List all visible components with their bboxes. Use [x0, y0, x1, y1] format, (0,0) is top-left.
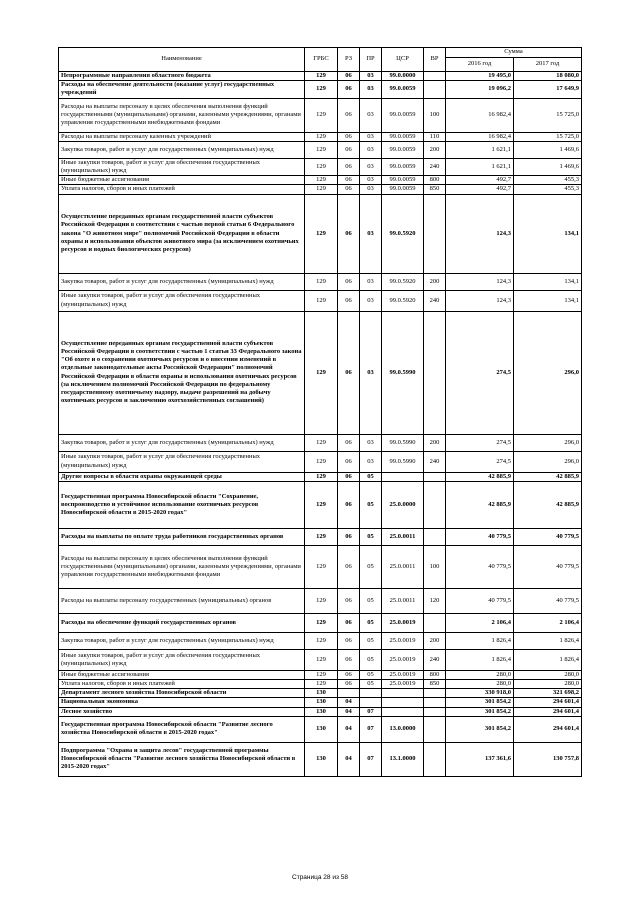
cell-grbs: 129	[305, 481, 338, 528]
cell-rz: 06	[338, 481, 360, 528]
cell-name: Государственная программа Новосибирской области "Сохранение, воспроизводство и устойчивое использование охотничьих ресурсов Новосибирской области в 2015-2020 годах"	[59, 481, 305, 528]
cell-name: Иные бюджетные ассигнования	[59, 670, 305, 679]
table-row	[59, 141, 582, 158]
cell-grbs: 129	[305, 670, 338, 679]
cell-rz: 04	[338, 707, 360, 716]
table-row	[59, 481, 582, 528]
cell-csr	[382, 689, 424, 698]
cell-pr: 05	[360, 545, 382, 588]
cell-grbs: 129	[305, 158, 338, 175]
cell-csr: 99.0.0000	[382, 72, 424, 81]
cell-2016: 274,5	[446, 311, 514, 434]
cell-2017: 40 779,5	[514, 545, 582, 588]
cell-pr	[360, 698, 382, 707]
cell-pr: 03	[360, 185, 382, 194]
cell-rz: 06	[338, 290, 360, 311]
cell-2016: 2 106,4	[446, 613, 514, 632]
cell-name: Расходы на выплаты персоналу государственных (муниципальных) органов	[59, 588, 305, 613]
cell-csr: 99.0.5990	[382, 311, 424, 434]
cell-name: Закупка товаров, работ и услуг для государственных (муниципальных) нужд	[59, 434, 305, 451]
cell-rz: 06	[338, 588, 360, 613]
cell-2017: 1 469,6	[514, 158, 582, 175]
cell-name: Закупка товаров, работ и услуг для государственных (муниципальных) нужд	[59, 632, 305, 649]
cell-pr: 03	[360, 141, 382, 158]
cell-2017: 134,1	[514, 273, 582, 290]
cell-2016: 124,3	[446, 194, 514, 273]
cell-grbs: 130	[305, 707, 338, 716]
cell-pr: 03	[360, 434, 382, 451]
cell-2016: 124,3	[446, 273, 514, 290]
cell-name: Уплата налогов, сборов и иных платежей	[59, 185, 305, 194]
table-row	[59, 176, 582, 185]
cell-csr: 99.0.5920	[382, 194, 424, 273]
cell-grbs: 129	[305, 81, 338, 98]
budget-table	[58, 47, 582, 777]
header-year-2017: 2017 год	[514, 58, 582, 72]
table-row	[59, 613, 582, 632]
table-row	[59, 670, 582, 679]
cell-name: Иные закупки товаров, работ и услуг для обеспечения государственных (муниципальных) нужд	[59, 649, 305, 670]
cell-csr: 99.0.5990	[382, 451, 424, 472]
cell-rz: 06	[338, 451, 360, 472]
table-row	[59, 451, 582, 472]
cell-grbs: 129	[305, 545, 338, 588]
cell-2017: 134,1	[514, 194, 582, 273]
cell-2017: 134,1	[514, 290, 582, 311]
cell-2017: 15 725,0	[514, 98, 582, 132]
cell-2017: 296,0	[514, 311, 582, 434]
cell-2017: 15 725,0	[514, 132, 582, 141]
cell-rz: 04	[338, 742, 360, 776]
cell-2017: 455,3	[514, 185, 582, 194]
cell-name: Расходы на выплаты по оплате труда работников государственных органов	[59, 528, 305, 545]
table-row	[59, 698, 582, 707]
cell-name: Департамент лесного хозяйства Новосибирской области	[59, 689, 305, 698]
cell-vr	[424, 311, 446, 434]
cell-pr: 03	[360, 311, 382, 434]
cell-2016: 1 826,4	[446, 649, 514, 670]
page-number: Страница 28 из 58	[292, 874, 348, 881]
cell-rz: 04	[338, 698, 360, 707]
cell-grbs: 129	[305, 132, 338, 141]
cell-name: Непрограммные направления областного бюджета	[59, 72, 305, 81]
cell-grbs: 129	[305, 273, 338, 290]
cell-csr: 99.0.0059	[382, 158, 424, 175]
table-row	[59, 707, 582, 716]
cell-pr: 05	[360, 481, 382, 528]
table-row	[59, 680, 582, 689]
cell-rz: 06	[338, 158, 360, 175]
cell-2016: 1 621,1	[446, 158, 514, 175]
cell-2016: 19 096,2	[446, 81, 514, 98]
cell-2017: 40 779,5	[514, 528, 582, 545]
cell-csr: 99.0.5990	[382, 434, 424, 451]
cell-name: Лесное хозяйство	[59, 707, 305, 716]
cell-name: Расходы на выплаты персоналу казенных учреждений	[59, 132, 305, 141]
cell-csr: 99.0.0059	[382, 98, 424, 132]
cell-csr: 25.0.0019	[382, 632, 424, 649]
cell-csr: 13.1.0000	[382, 742, 424, 776]
table-row	[59, 716, 582, 742]
cell-vr: 120	[424, 588, 446, 613]
cell-rz: 06	[338, 132, 360, 141]
cell-pr: 03	[360, 72, 382, 81]
cell-grbs: 129	[305, 528, 338, 545]
cell-pr: 03	[360, 176, 382, 185]
table-row	[59, 472, 582, 481]
header-sum: Сумма	[446, 48, 582, 58]
cell-grbs: 129	[305, 311, 338, 434]
table-row	[59, 434, 582, 451]
header-grbs: ГРБС	[305, 48, 338, 72]
cell-vr: 100	[424, 545, 446, 588]
cell-rz: 06	[338, 632, 360, 649]
budget-table-page	[58, 47, 581, 777]
cell-rz: 06	[338, 434, 360, 451]
cell-grbs: 129	[305, 649, 338, 670]
cell-2017: 455,3	[514, 176, 582, 185]
cell-rz: 06	[338, 545, 360, 588]
cell-csr: 99.0.5920	[382, 273, 424, 290]
cell-name: Другие вопросы в области охраны окружающей среды	[59, 472, 305, 481]
cell-name: Государственная программа Новосибирской области "Развитие лесного хозяйства Новосибирской области в 2015-2020 годах"	[59, 716, 305, 742]
cell-csr: 99.0.5920	[382, 290, 424, 311]
cell-vr	[424, 194, 446, 273]
cell-name: Расходы на выплаты персоналу в целях обеспечения выполнения функций государственными (муниципальными) органами, казенными учреждениями, органами управления государственными внебюджетными фондами	[59, 98, 305, 132]
cell-rz: 06	[338, 680, 360, 689]
cell-2016: 124,3	[446, 290, 514, 311]
cell-vr	[424, 689, 446, 698]
cell-csr	[382, 472, 424, 481]
cell-grbs: 130	[305, 742, 338, 776]
header-name: Наименование	[59, 48, 305, 72]
table-body	[59, 72, 582, 777]
cell-rz: 06	[338, 185, 360, 194]
cell-csr: 25.0.0019	[382, 649, 424, 670]
cell-vr: 240	[424, 290, 446, 311]
table-row	[59, 632, 582, 649]
cell-2017: 280,0	[514, 680, 582, 689]
cell-grbs: 129	[305, 98, 338, 132]
cell-pr: 03	[360, 132, 382, 141]
cell-name: Расходы на обеспечение деятельности (оказание услуг) государственных учреждений	[59, 81, 305, 98]
cell-csr: 99.0.0059	[382, 176, 424, 185]
cell-pr: 05	[360, 528, 382, 545]
cell-2017: 296,0	[514, 451, 582, 472]
cell-2017: 42 885,9	[514, 472, 582, 481]
cell-vr: 240	[424, 649, 446, 670]
cell-grbs: 130	[305, 689, 338, 698]
cell-pr: 03	[360, 158, 382, 175]
table-row	[59, 81, 582, 98]
cell-rz: 06	[338, 472, 360, 481]
cell-vr: 200	[424, 273, 446, 290]
cell-2017: 280,0	[514, 670, 582, 679]
table-row	[59, 311, 582, 434]
cell-name: Иные бюджетные ассигнования	[59, 176, 305, 185]
cell-2016: 301 854,2	[446, 716, 514, 742]
cell-pr: 03	[360, 273, 382, 290]
table-row	[59, 545, 582, 588]
cell-pr: 07	[360, 716, 382, 742]
cell-2016: 1 621,1	[446, 141, 514, 158]
cell-csr: 25.0.0011	[382, 545, 424, 588]
cell-grbs: 129	[305, 680, 338, 689]
cell-2016: 301 854,2	[446, 707, 514, 716]
table-row	[59, 194, 582, 273]
cell-csr: 25.0.0011	[382, 588, 424, 613]
cell-pr: 07	[360, 707, 382, 716]
cell-csr	[382, 707, 424, 716]
cell-grbs: 129	[305, 194, 338, 273]
cell-name: Осуществление переданных органам государственной власти субъектов Российской Федерации в соответствии с частью 1 статьи 33 Федерального закона "Об охоте и о сохранении охотничьих ресурсов и о внесении изменений в отдельные законодательные акты Российской Федерации" полномочий Российской Федерации в области охраны и использования охотничьих ресурсов (за исключением полномочий Российской Федерации по федеральному государственному охотничьему надзору, выдаче разрешений на добычу охотничьих ресурсов и заключению охотхозяйственных соглашений)	[59, 311, 305, 434]
cell-2017: 40 779,5	[514, 588, 582, 613]
table-row	[59, 158, 582, 175]
cell-2016: 492,7	[446, 176, 514, 185]
cell-csr: 25.0.0000	[382, 481, 424, 528]
cell-rz: 06	[338, 649, 360, 670]
cell-vr	[424, 72, 446, 81]
cell-2017: 18 080,0	[514, 72, 582, 81]
cell-csr: 25.0.0019	[382, 670, 424, 679]
cell-pr: 05	[360, 632, 382, 649]
cell-vr: 800	[424, 670, 446, 679]
cell-csr: 25.0.0019	[382, 680, 424, 689]
cell-2016: 42 885,9	[446, 481, 514, 528]
cell-vr	[424, 528, 446, 545]
cell-grbs: 129	[305, 613, 338, 632]
cell-pr: 05	[360, 613, 382, 632]
cell-grbs: 130	[305, 716, 338, 742]
cell-vr	[424, 613, 446, 632]
cell-rz	[338, 689, 360, 698]
table-row	[59, 689, 582, 698]
cell-grbs: 129	[305, 472, 338, 481]
cell-2016: 492,7	[446, 185, 514, 194]
cell-csr: 99.0.0059	[382, 185, 424, 194]
cell-vr	[424, 707, 446, 716]
cell-vr	[424, 698, 446, 707]
cell-2017: 1 469,6	[514, 141, 582, 158]
cell-name: Иные закупки товаров, работ и услуг для обеспечения государственных (муниципальных) нужд	[59, 158, 305, 175]
cell-name: Уплата налогов, сборов и иных платежей	[59, 680, 305, 689]
cell-rz: 06	[338, 194, 360, 273]
cell-2017: 321 698,2	[514, 689, 582, 698]
cell-2017: 2 106,4	[514, 613, 582, 632]
table-row	[59, 588, 582, 613]
cell-name: Национальная экономика	[59, 698, 305, 707]
cell-pr: 03	[360, 81, 382, 98]
cell-vr: 200	[424, 632, 446, 649]
cell-pr: 03	[360, 98, 382, 132]
cell-grbs: 130	[305, 698, 338, 707]
cell-2016: 137 361,6	[446, 742, 514, 776]
cell-csr: 99.0.0059	[382, 141, 424, 158]
cell-pr: 07	[360, 742, 382, 776]
cell-2017: 296,0	[514, 434, 582, 451]
cell-pr: 05	[360, 680, 382, 689]
cell-vr: 200	[424, 434, 446, 451]
cell-name: Расходы на выплаты персоналу в целях обеспечения выполнения функций государственными (муниципальными) органами, казенными учреждениями, органами управления государственными внебюджетными фондами	[59, 545, 305, 588]
cell-name: Расходы на обеспечение функций государственных органов	[59, 613, 305, 632]
table-row	[59, 132, 582, 141]
cell-csr	[382, 698, 424, 707]
cell-2016: 40 779,5	[446, 588, 514, 613]
cell-2016: 19 495,0	[446, 72, 514, 81]
cell-pr: 03	[360, 290, 382, 311]
cell-2017: 17 649,9	[514, 81, 582, 98]
cell-vr: 200	[424, 141, 446, 158]
cell-csr: 99.0.0059	[382, 132, 424, 141]
cell-rz: 06	[338, 273, 360, 290]
cell-vr: 850	[424, 185, 446, 194]
cell-rz: 06	[338, 81, 360, 98]
cell-rz: 04	[338, 716, 360, 742]
cell-pr: 05	[360, 588, 382, 613]
table-row	[59, 742, 582, 776]
table-row	[59, 273, 582, 290]
cell-vr	[424, 742, 446, 776]
cell-2016: 1 826,4	[446, 632, 514, 649]
cell-grbs: 129	[305, 141, 338, 158]
cell-2016: 301 854,2	[446, 698, 514, 707]
table-row	[59, 528, 582, 545]
cell-csr: 13.0.0000	[382, 716, 424, 742]
cell-vr	[424, 716, 446, 742]
cell-2017: 294 601,4	[514, 698, 582, 707]
cell-2017: 294 601,4	[514, 716, 582, 742]
cell-grbs: 129	[305, 290, 338, 311]
cell-grbs: 129	[305, 185, 338, 194]
cell-rz: 06	[338, 98, 360, 132]
cell-vr: 110	[424, 132, 446, 141]
cell-rz: 06	[338, 176, 360, 185]
header-pr: ПР	[360, 48, 382, 72]
table-row	[59, 290, 582, 311]
cell-grbs: 129	[305, 176, 338, 185]
cell-2016: 40 779,5	[446, 528, 514, 545]
cell-2016: 280,0	[446, 680, 514, 689]
header-vr: ВР	[424, 48, 446, 72]
cell-rz: 06	[338, 613, 360, 632]
cell-2017: 1 826,4	[514, 632, 582, 649]
cell-grbs: 129	[305, 588, 338, 613]
cell-rz: 06	[338, 670, 360, 679]
cell-name: Осуществление переданных органам государственной власти субъектов Российской Федерации в соответствии с частью первой статьи 6 Федерального закона "О животном мире" полномочий Российской Федерации в области охраны и использования объектов животного мира (за исключением охотничьих ресурсов и водных биологических ресурсов)	[59, 194, 305, 273]
cell-vr	[424, 481, 446, 528]
cell-csr: 25.0.0011	[382, 528, 424, 545]
cell-2017: 1 826,4	[514, 649, 582, 670]
cell-rz: 06	[338, 72, 360, 81]
cell-name: Закупка товаров, работ и услуг для государственных (муниципальных) нужд	[59, 273, 305, 290]
cell-name: Иные закупки товаров, работ и услуг для обеспечения государственных (муниципальных) нужд	[59, 451, 305, 472]
cell-rz: 06	[338, 311, 360, 434]
header-rz: РЗ	[338, 48, 360, 72]
table-row	[59, 185, 582, 194]
cell-name: Подпрограмма "Охрана и защита лесов" государственной программы Новосибирской области "Развитие лесного хозяйства Новосибирской области в 2015-2020 годах"	[59, 742, 305, 776]
cell-vr: 850	[424, 680, 446, 689]
cell-2016: 330 918,0	[446, 689, 514, 698]
cell-pr: 03	[360, 451, 382, 472]
cell-pr: 05	[360, 670, 382, 679]
cell-name: Закупка товаров, работ и услуг для государственных (муниципальных) нужд	[59, 141, 305, 158]
cell-grbs: 129	[305, 451, 338, 472]
header-year-2016: 2016 год	[446, 58, 514, 72]
cell-vr: 240	[424, 158, 446, 175]
table-row	[59, 649, 582, 670]
cell-2017: 294 601,4	[514, 707, 582, 716]
cell-vr: 240	[424, 451, 446, 472]
cell-rz: 06	[338, 528, 360, 545]
cell-name: Иные закупки товаров, работ и услуг для обеспечения государственных (муниципальных) нужд	[59, 290, 305, 311]
cell-pr: 03	[360, 194, 382, 273]
cell-vr: 800	[424, 176, 446, 185]
cell-2017: 42 885,9	[514, 481, 582, 528]
cell-csr: 25.0.0019	[382, 613, 424, 632]
cell-csr: 99.0.0059	[382, 81, 424, 98]
cell-grbs: 129	[305, 632, 338, 649]
cell-2016: 42 885,9	[446, 472, 514, 481]
table-row	[59, 98, 582, 132]
cell-2016: 274,5	[446, 434, 514, 451]
cell-2016: 40 779,5	[446, 545, 514, 588]
cell-grbs: 129	[305, 72, 338, 81]
cell-pr: 05	[360, 649, 382, 670]
cell-pr: 05	[360, 472, 382, 481]
header-csr: ЦСР	[382, 48, 424, 72]
cell-2016: 274,5	[446, 451, 514, 472]
cell-vr	[424, 472, 446, 481]
cell-grbs: 129	[305, 434, 338, 451]
cell-pr	[360, 689, 382, 698]
cell-vr: 100	[424, 98, 446, 132]
cell-rz: 06	[338, 141, 360, 158]
cell-2016: 16 982,4	[446, 132, 514, 141]
table-row	[59, 72, 582, 81]
cell-2017: 130 757,8	[514, 742, 582, 776]
cell-vr	[424, 81, 446, 98]
cell-2016: 280,0	[446, 670, 514, 679]
cell-2016: 16 982,4	[446, 98, 514, 132]
